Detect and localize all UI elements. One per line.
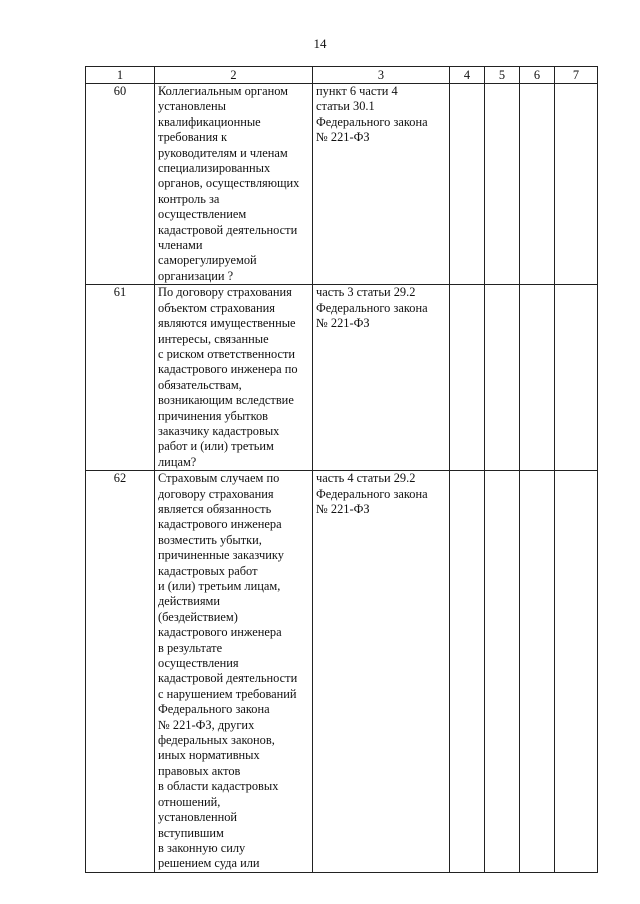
checklist-table [85,66,598,873]
answer-cell-6 [520,285,555,471]
answer-cell-6 [520,84,555,285]
legal-basis: пункт 6 части 4 статьи 30.1 Федерального закона № 221-ФЗ [313,84,450,285]
column-header-5: 5 [485,67,520,84]
answer-cell-6 [520,471,555,873]
column-header-6: 6 [520,67,555,84]
table-row [86,84,598,285]
page-number: 14 [313,36,327,51]
answer-cell-5 [485,285,520,471]
answer-cell-4 [450,285,485,471]
column-header-4: 4 [450,67,485,84]
row-number: 62 [86,471,155,873]
answer-cell-4 [450,84,485,285]
table-row [86,471,598,873]
legal-basis: часть 4 статьи 29.2 Федерального закона № 221-ФЗ [313,471,450,873]
answer-cell-4 [450,471,485,873]
legal-basis: часть 3 статьи 29.2 Федерального закона № 221-ФЗ [313,285,450,471]
answer-cell-5 [485,471,520,873]
answer-cell-5 [485,84,520,285]
answer-cell-7 [555,285,598,471]
column-header-1: 1 [86,67,155,84]
answer-cell-7 [555,84,598,285]
column-header-2: 2 [155,67,313,84]
answer-cell-7 [555,471,598,873]
table-row [86,285,598,471]
column-header-7: 7 [555,67,598,84]
question-text: По договору страхования объектом страхования являются имущественные интересы, связанные с риском ответственности кадастрового инженера по обязательствам, возникающим вследствие причинения убытков заказчику кадастровых работ и (или) третьим лицам? [155,285,313,471]
question-text: Коллегиальным органом установлены квалификационные требования к руководителям и членам специализированных органов, осуществляющих контроль за осуществлением кадастровой деятельности членами саморегулируемой организации ? [155,84,313,285]
column-header-3: 3 [313,67,450,84]
question-text: Страховым случаем по договору страхования является обязанность кадастрового инженера возместить убытки, причиненные заказчику кадастровых работ и (или) третьим лицам, действиями (бездействием) кадастрового инженера в результате осуществления кадастровой деятельности с нарушением требований Федерального закона № 221-ФЗ, других федеральных законов, иных нормативных правовых актов в области кадастровых отношений, установленной вступившим в законную силу решением суда или [155,471,313,873]
row-number: 61 [86,285,155,471]
header-row [86,67,598,84]
row-number: 60 [86,84,155,285]
